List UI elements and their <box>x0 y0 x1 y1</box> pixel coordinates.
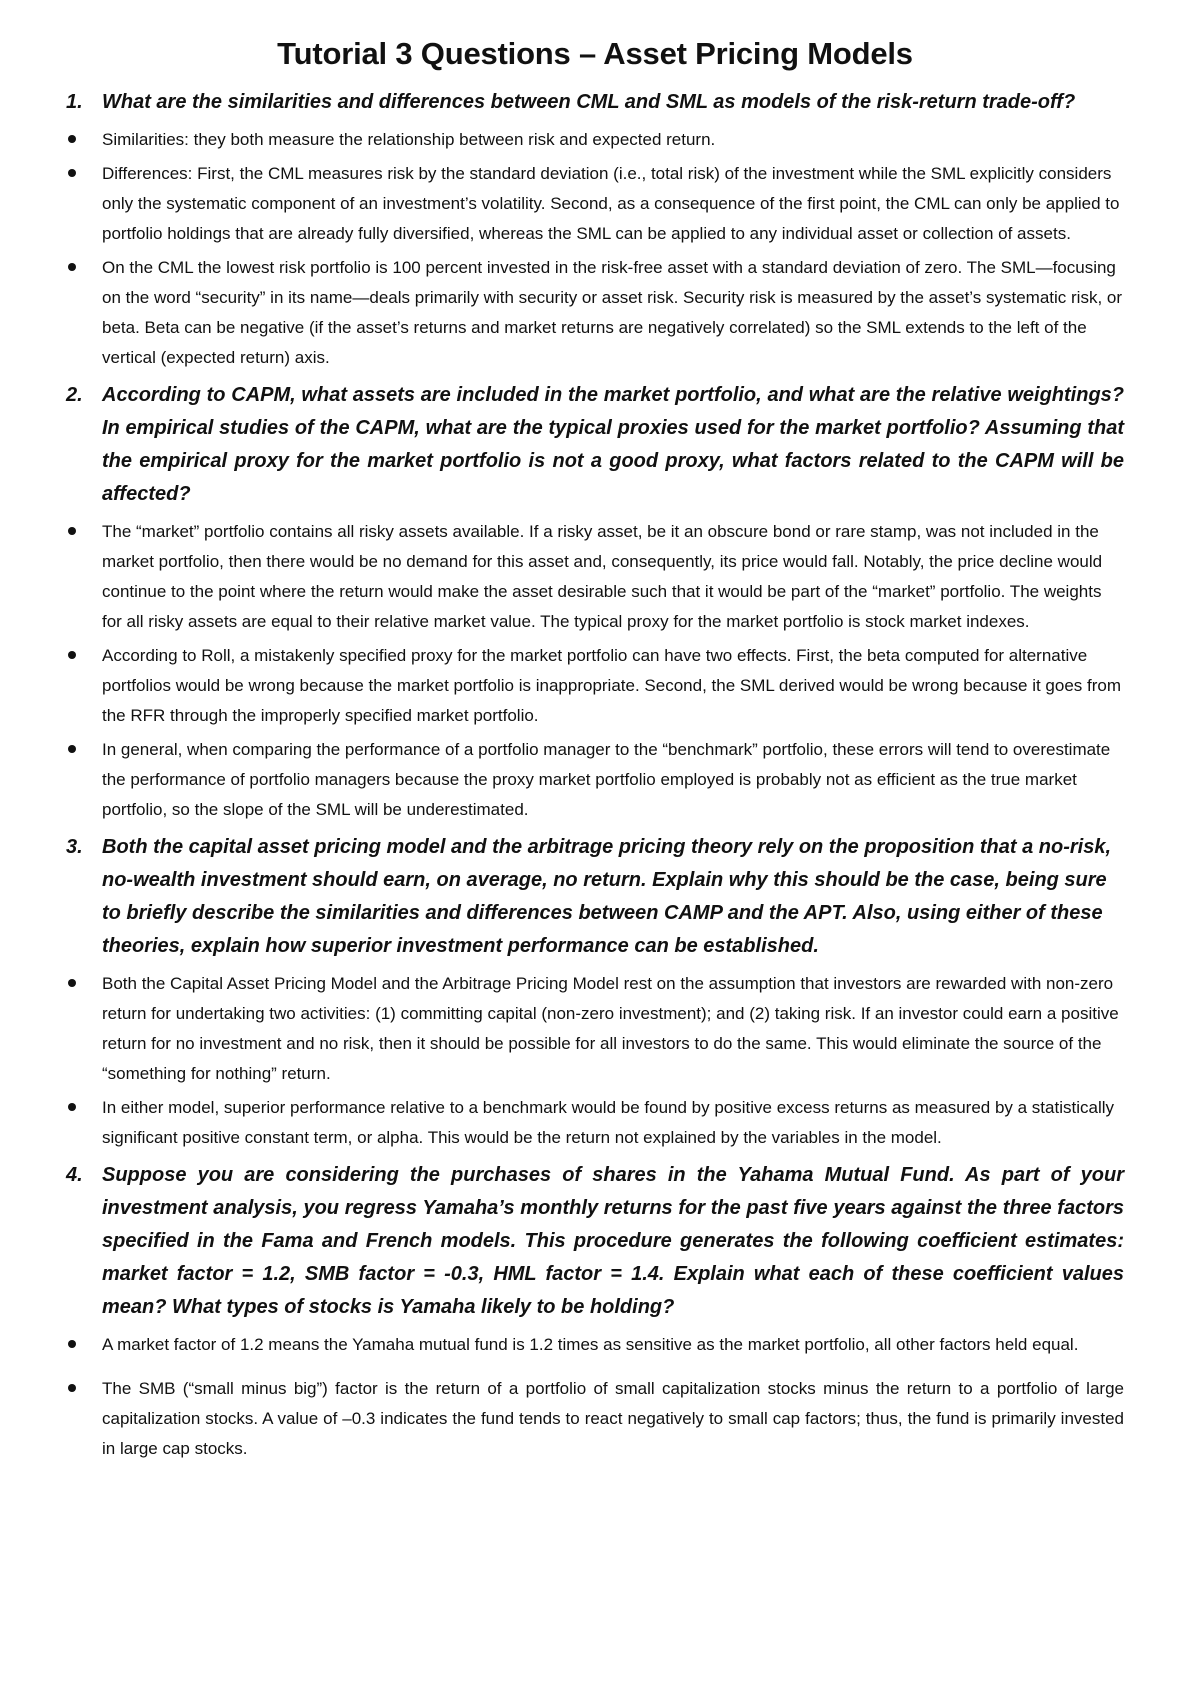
answer-text: Similarities: they both measure the relationship between risk and expected return. <box>102 130 716 149</box>
bullet-icon <box>66 159 102 189</box>
answer-bullet <box>66 1093 1124 1153</box>
bullet-icon <box>66 969 102 999</box>
answer-text: Differences: First, the CML measures risk by the standard deviation (i.e., total risk) of the investment while the SML explicitly considers only the systematic component of an investment’s volatility. Second, as a consequence of the first point, the CML can only be applied to portfolio holdings that are already fully diversified, whereas the SML can be applied to any individual asset or collection of assets. <box>102 164 1120 243</box>
bullet-icon <box>66 1093 102 1123</box>
answer-text: According to Roll, a mistakenly specified proxy for the market portfolio can have two effects. First, the beta computed for alternative portfolios would be wrong because the market portfolio is inappropriate. Second, the SML derived would be wrong because it goes from the RFR through the improperly specified market portfolio. <box>102 646 1122 725</box>
bullet-icon <box>66 1330 102 1360</box>
answer-bullet <box>66 517 1124 637</box>
question-3 <box>66 831 1124 963</box>
question-4 <box>66 1159 1124 1324</box>
bullet-icon <box>66 125 102 155</box>
question-text: According to CAPM, what assets are included in the market portfolio, and what are the relative weightings? In empirical studies of the CAPM, what are the typical proxies used for the market portfolio? Assuming that the empirical proxy for the market portfolio is not a good proxy, what factors related to the CAPM will be affected? <box>102 384 1124 505</box>
answer-bullet <box>66 1374 1124 1464</box>
answer-bullet <box>66 735 1124 825</box>
question-number: 1. <box>66 91 83 113</box>
question-1 <box>66 86 1124 119</box>
answer-text: On the CML the lowest risk portfolio is 100 percent invested in the risk-free asset with a standard deviation of zero. The SML—focusing on the word “security” in its name—deals primarily with security or asset risk. Security risk is measured by the asset’s systematic risk, or beta. Beta can be negative (if the asset’s returns and market returns are negatively correlated) so the SML extends to the left of the vertical (expected return) axis. <box>102 258 1122 367</box>
bullet-icon <box>66 253 102 283</box>
answer-bullet <box>66 641 1124 731</box>
question-text: What are the similarities and differences between CML and SML as models of the risk-return trade-off? <box>102 91 1076 113</box>
answer-bullet <box>66 253 1124 373</box>
bullet-icon <box>66 517 102 547</box>
answer-text: The “market” portfolio contains all risky assets available. If a risky asset, be it an obscure bond or rare stamp, was not included in the market portfolio, then there would be no demand for this asset and, consequently, its price would fall. Notably, the price decline would continue to the point where the return would make the asset desirable such that it would be part of the “market” portfolio. The weights for all risky assets are equal to their relative market value. The typical proxy for the market portfolio is stock market indexes. <box>102 522 1103 631</box>
bullet-icon <box>66 735 102 765</box>
answer-text: In general, when comparing the performance of a portfolio manager to the “benchmark” portfolio, these errors will tend to overestimate the performance of portfolio managers because the proxy market portfolio employed is probably not as efficient as the true market portfolio, so the slope of the SML will be underestimated. <box>102 740 1111 819</box>
question-text: Suppose you are considering the purchases of shares in the Yahama Mutual Fund. As part of your investment analysis, you regress Yamaha’s monthly returns for the past five years against the three factors specified in the Fama and French models. This procedure generates the following coefficient estimates: market factor = 1.2, SMB factor = -0.3, HML factor = 1.4. Explain what each of these coefficient values mean? What types of stocks is Yamaha likely to be holding? <box>102 1164 1124 1318</box>
answer-text: The SMB (“small minus big”) factor is the return of a portfolio of small capitalization stocks minus the return to a portfolio of large capitalization stocks. A value of –0.3 indicates the fund tends to react negatively to small cap factors; thus, the fund is primarily invested in large cap stocks. <box>102 1379 1124 1458</box>
answer-bullet <box>66 1330 1124 1360</box>
answer-bullet <box>66 969 1124 1089</box>
answer-text: A market factor of 1.2 means the Yamaha mutual fund is 1.2 times as sensitive as the market portfolio, all other factors held equal. <box>102 1335 1079 1354</box>
question-number: 4. <box>66 1164 83 1186</box>
answer-bullet <box>66 125 1124 155</box>
question-2 <box>66 379 1124 511</box>
answer-text: In either model, superior performance relative to a benchmark would be found by positive excess returns as measured by a statistically significant positive constant term, or alpha. This would be the return not explained by the variables in the model. <box>102 1098 1114 1147</box>
question-text: Both the capital asset pricing model and the arbitrage pricing theory rely on the proposition that a no-risk, no-wealth investment should earn, on average, no return. Explain why this should be the case, being sure to briefly describe the similarities and differences between CAMP and the APT. Also, using either of these theories, explain how superior investment performance can be established. <box>102 836 1112 957</box>
answer-text: Both the Capital Asset Pricing Model and the Arbitrage Pricing Model rest on the assumption that investors are rewarded with non-zero return for undertaking two activities: (1) committing capital (non-zero investment); and (2) taking risk. If an investor could earn a positive return for no investment and no risk, then it should be possible for all investors to do the same. This would eliminate the source of the “something for nothing” return. <box>102 974 1119 1083</box>
page-title: Tutorial 3 Questions – Asset Pricing Models <box>277 36 913 71</box>
answer-bullet <box>66 159 1124 249</box>
question-number: 2. <box>66 384 83 406</box>
bullet-icon <box>66 641 102 671</box>
question-number: 3. <box>66 836 83 858</box>
bullet-icon <box>66 1374 102 1404</box>
